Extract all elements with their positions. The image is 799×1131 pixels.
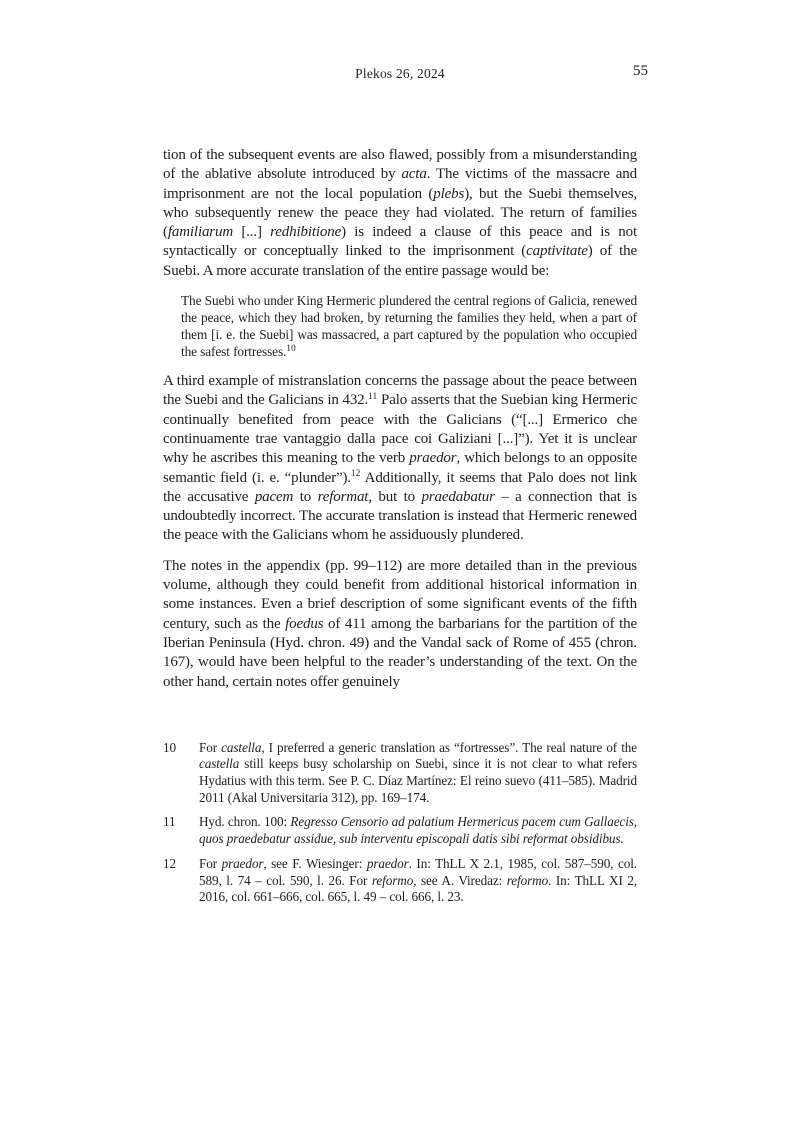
text-run: of 411 among the barbarians for the partition of the Iberian Peninsula (Hyd. chron. 49) and the Vandal sack of Rome of 455 (chron. 167), would have been helpful to the reader’s understanding of the text. On the other hand, certain notes offer genuinely — [163, 615, 637, 690]
text-run: , see F. Wiesinger: — [263, 855, 367, 871]
italic-text-run: familiarum — [167, 224, 234, 241]
text-run: , but to — [368, 488, 422, 505]
page-number: 55 — [633, 63, 648, 79]
text-run: , see A. Viredaz: — [413, 872, 507, 888]
text-run: The Suebi who under King Hermeric plundered the central regions of Galicia, renewed the peace, which they had broken, by returning the families they held, when a part of them [i. e. the Suebi] was massacred, a part captured by the population who occupied the safest fortresses. — [181, 293, 637, 360]
footnotes — [163, 740, 637, 906]
text-run: ) of the Suebi. A more accurate translation of the entire passage would be: — [163, 243, 637, 279]
italic-text-run: reformo — [506, 872, 549, 888]
italic-text-run: Regresso Censorio ad palatium Hermericus pacem cum Gallaecis, quos praedebatur assidue, sub interventu episcopali datis sibi reformat obsidibus. — [199, 814, 638, 847]
footnote-reference: 12 — [350, 469, 361, 480]
italic-text-run: praedor — [366, 855, 409, 871]
text-run: For — [199, 855, 222, 871]
text-run: . In: ThLL X 2.1, 1985, col. 587–590, col. 589, l. 74 – col. 590, l. 26. For — [199, 855, 637, 888]
italic-text-run: foedus — [285, 615, 324, 632]
footnote — [163, 740, 637, 807]
paragraph — [163, 557, 637, 692]
text-run: ) is indeed a clause of this peace and is not syntactically or conceptually linked to the imprisonment ( — [163, 224, 637, 260]
text-run: , which belongs to an opposite semantic field (i. e. “plunder”). — [163, 450, 637, 486]
text-run: . In: ThLL XI 2, 2016, col. 661–666, col. 665, l. 49 – col. 666, l. 23. — [199, 872, 638, 905]
footnote — [163, 856, 637, 906]
italic-text-run: castella — [199, 756, 240, 772]
italic-text-run: captivitate — [526, 243, 588, 260]
text-run: [...] — [233, 224, 271, 241]
italic-text-run: pacem — [254, 488, 294, 505]
italic-text-run: praedor — [221, 855, 264, 871]
italic-text-run: plebs — [433, 185, 465, 202]
text-run: Palo asserts that the Suebian king Hermeric continually benefited from peace with the Galicians (“[...] Ermerico che continuamente trae vantaggio dalla pace coi Galiziani [...]”). Yet it is unclear why he ascribes this meaning to the verb — [163, 392, 637, 467]
footnote-reference: 11 — [368, 391, 378, 402]
text-run: , I preferred a generic translation as “fortresses”. The real nature of the — [261, 739, 637, 755]
journal-title: Plekos 26, 2024 — [355, 66, 445, 81]
text-run: tion of the subsequent events are also flawed, possibly from a misunderstanding of the ablative absolute introduced by — [163, 147, 637, 183]
text-run: to — [293, 488, 318, 505]
paragraph — [163, 372, 637, 546]
footnote-text — [199, 740, 637, 807]
text-run: ), but the Suebi themselves, who subsequently renew the peace they had violated. The return of families ( — [163, 185, 637, 241]
italic-text-run: acta — [401, 166, 427, 183]
running-head — [163, 63, 648, 86]
footnote-number: 12 — [163, 855, 176, 871]
footnote-number: 10 — [163, 739, 176, 755]
italic-text-run: castella — [221, 739, 262, 755]
page-body — [163, 146, 637, 703]
block-quote — [181, 292, 637, 360]
text-run: A third example of mistranslation concerns the passage about the peace between the Suebi and the Galicians in 432. — [163, 373, 637, 409]
footnote — [163, 814, 637, 847]
footnote-reference: 10 — [286, 343, 296, 354]
text-run: Additionally, it seems that Palo does not link the accusative — [163, 469, 637, 505]
text-run: Hyd. chron. 100: — [199, 814, 291, 830]
text-run: – a connection that is undoubtedly incorrect. The accurate translation is instead that Hermeric renewed the peace with the Galicians whom he assiduously plundered. — [163, 488, 637, 544]
footnote-text — [199, 856, 637, 906]
text-column — [163, 146, 637, 906]
footnote-number: 11 — [163, 814, 176, 830]
italic-text-run: praedabatur — [421, 488, 495, 505]
text-run: For — [199, 739, 222, 755]
text-run: The notes in the appendix (pp. 99–112) are more detailed than in the previous volume, although they could benefit from additional historical information in some instances. Even a brief description of some significant events of the fifth century, such as the — [163, 557, 637, 632]
italic-text-run: reformat — [317, 488, 369, 505]
footnote-text — [199, 814, 637, 847]
italic-text-run: redhibitione — [270, 224, 342, 241]
italic-text-run: reformo — [371, 872, 414, 888]
text-run: . The victims of the massacre and imprisonment are not the local population ( — [163, 166, 637, 202]
paragraph — [163, 146, 637, 281]
italic-text-run: praedor — [409, 450, 457, 467]
text-run: still keeps busy scholarship on Suebi, since it is not clear to what refers Hydatius with this term. See P. C. Díaz Martínez: El reino suevo (411–585). Madrid 2011 (Akal Universitaria 312), pp. 169–174. — [199, 756, 637, 805]
